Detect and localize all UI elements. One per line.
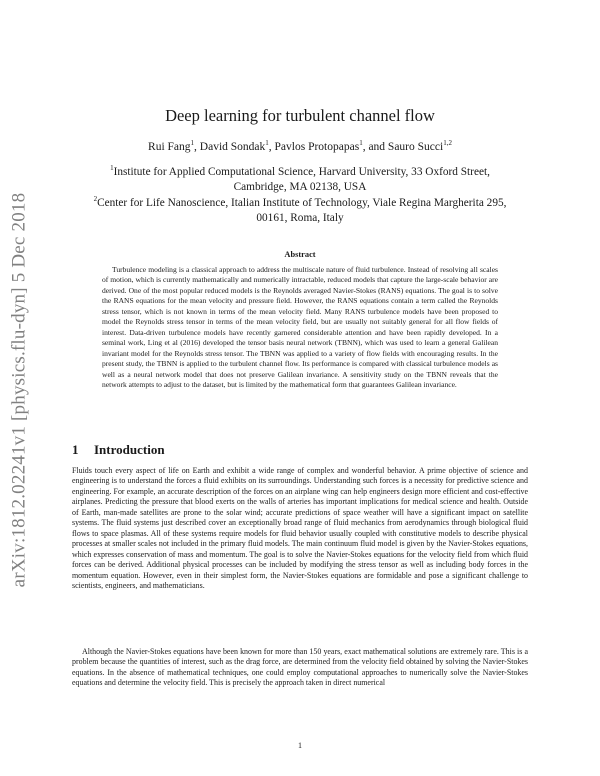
paper-title: Deep learning for turbulent channel flow <box>165 106 435 125</box>
section-number: 1 <box>72 442 79 457</box>
abstract-text: Turbulence modeling is a classical approach to address the multiscale nature of fluid turbulence. Instead of resolving all scales of motion, which is currently mathematically and numerically intractable, reduced models that capture the large-scale behavior are derived. One of the most popular reduced models is the Reynolds averaged Navier-Stokes (RANS) equations. The goal is to solve the RANS equations for the mean velocity and pressure field. However, the RANS equations contain a term called the Reynolds stress tensor, which is not known in terms of the mean velocity field. Many RANS turbulence models have been proposed to model the Reynolds stress tensor in terms of the mean velocity field, but are usually not suitably general for all flow fields of interest. Data-driven turbulence models have recently garnered considerable attention and have been rapidly developed. In a seminal work, Ling et al (2016) developed the tensor basis neural network (TBNN), which was used to learn a general Galilean invariant model for the Reynolds stress tensor. The TBNN was applied to a variety of flow fields with encouraging results. In the present study, the TBNN is applied to the turbulent channel flow. Its performance is compared with classical turbulence models as well as a neural network model that does not preserve Galilean invariance. A sensitivity study on the TBNN reveals that the network attempts to adjust to the dataset, but is limited by the mathematical form that guarantees Galilean invariance. <box>102 265 498 389</box>
introduction-paragraph-2: Although the Navier-Stokes equations have been known for more than 150 years, exact mathematical solutions are extremely rare. This is a problem because the quantities of interest, such as the drag force, are determined from the velocity field obtained by solving the Navier-Stokes equations. In the absence of mathematical techniques, one could employ computational approaches to numerically solve the Navier-Stokes equations and determine the velocity field. This is precisely the approach taken in direct numerical <box>72 647 528 688</box>
author-affiliation-mark: 1 <box>190 139 195 148</box>
affiliation-line: Cambridge, MA 02138, USA <box>233 181 367 193</box>
author-list <box>80 141 520 153</box>
section-heading-introduction <box>72 442 165 458</box>
author-affiliation-mark: 1 <box>265 139 269 148</box>
author-affiliation-mark: 1 <box>359 139 363 148</box>
author-affiliation-mark: 1,2 <box>443 139 452 148</box>
introduction-paragraph-1: Fluids touch every aspect of life on Earth and exhibit a wide range of complex and wonderful behavior. A prime objective of science and engineering is to understand the forces a fluid exhibits on its surroundings. Understanding such forces is a necessity for predictive science and engineering. For example, an accurate description of the forces on an airplane wing can help engineers design more efficient and cost-effective airplanes. Predicting the pressure that blood exerts on the walls of arteries has important implications for medical science and health. Outside of Earth, man-made satellites are prone to the solar wind; accurate predictions of space weather will have a significant impact on satellite systems. The fluid systems just described cover an exceptionally broad range of fluid mechanics from aerodynamics through biological fluid flows to space plasmas. All of these systems require models for fluid behavior usually coupled with constitutive models to describe physical processes at smaller scales not included in the primary fluid models. The main continuum fluid model is given by the Navier-Stokes equations, which expresses conservation of mass and momentum. The goal is to solve the Navier-Stokes equations for the velocity field from which fluid forces can be derived. Additional physical processes can be included by modifying the stress tensor as well as including body forces in the momentum equation. However, even in their simplest form, the Navier-Stokes equations are formidable and pose a significant challenge to scientists, engineers, and mathematicians. <box>72 466 528 590</box>
section-title: Introduction <box>94 442 165 457</box>
arxiv-identifier-stamp <box>4 180 34 600</box>
affiliation-mark: 1 <box>110 164 114 173</box>
author: Rui Fang$^1$, <box>148 139 200 153</box>
affiliation-1 <box>70 165 530 195</box>
author: Pavlos Protopapas$^1$, and <box>274 139 388 153</box>
affiliation-2 <box>70 196 530 226</box>
arxiv-id-text: arXiv:1812.02241v1 [physics.flu-dyn] 5 Dec 2018 <box>8 192 29 588</box>
page-number: 1 <box>298 741 302 750</box>
affiliation-line: 00161, Roma, Italy <box>256 212 344 224</box>
affiliation-mark: 2 <box>93 195 98 204</box>
affiliation-line: Institute for Applied Computational Science, Harvard University, 33 Oxford Street, <box>113 166 490 178</box>
abstract-heading: Abstract <box>284 250 316 259</box>
author: Sauro Succi$^{1,2}$ <box>387 139 452 153</box>
author: David Sondak$^1$, <box>199 139 275 153</box>
affiliation-line: Center for Life Nanoscience, Italian Institute of Technology, Viale Regina Margherita 295, <box>97 197 507 209</box>
